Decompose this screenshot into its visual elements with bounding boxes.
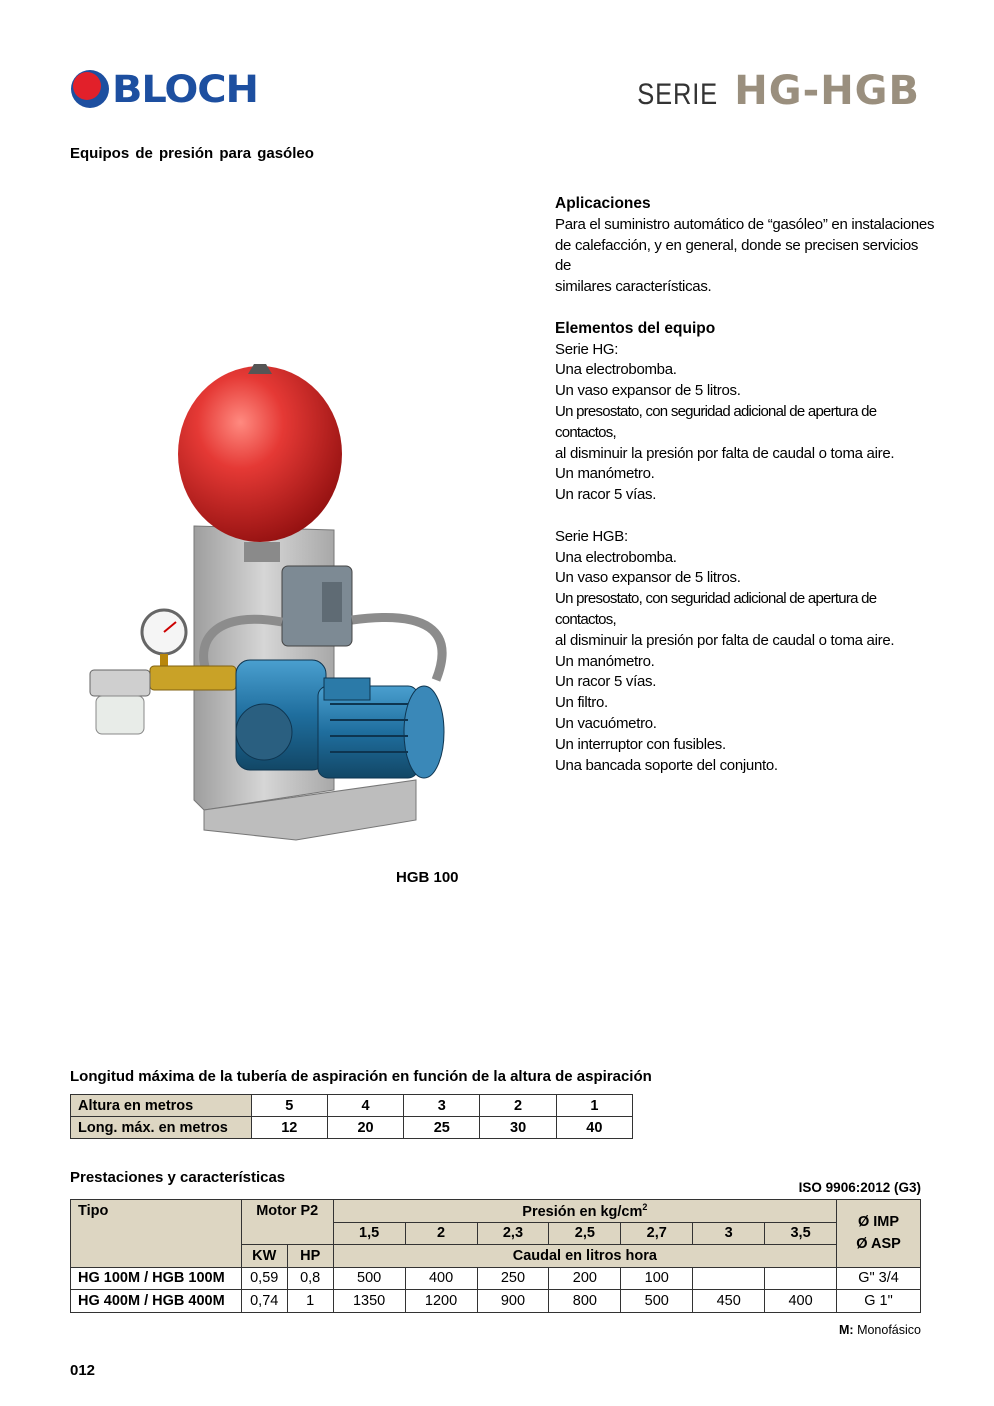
flow-value: 500 bbox=[333, 1267, 405, 1290]
header-connections bbox=[837, 1200, 921, 1268]
header-hp: HP bbox=[287, 1245, 333, 1268]
connection-value: G" 3/4 bbox=[837, 1267, 921, 1290]
flow-value: 250 bbox=[477, 1267, 549, 1290]
hg-item: al disminuir la presión por falta de caudal o toma aire. bbox=[555, 444, 895, 462]
pressure-value: 2,3 bbox=[477, 1222, 549, 1245]
hgb-item: Un filtro. bbox=[555, 694, 608, 712]
header-presion bbox=[333, 1200, 836, 1223]
hgb-item: Una bancada soporte del conjunto. bbox=[555, 756, 778, 774]
hgb-item: Un interruptor con fusibles. bbox=[555, 735, 726, 753]
header-presion-sup: 2 bbox=[642, 1201, 648, 1212]
model-name: HG 100M / HGB 100M bbox=[71, 1267, 242, 1290]
kw-value: 0,74 bbox=[241, 1290, 287, 1313]
hgb-item: Un racor 5 vías. bbox=[555, 673, 657, 691]
hg-item: Un racor 5 vías. bbox=[555, 486, 657, 504]
hgb-item: Un vacuómetro. bbox=[555, 714, 657, 732]
table-header-row bbox=[71, 1200, 921, 1223]
table-cell: 40 bbox=[556, 1117, 632, 1139]
serie-hg-heading: Serie HG: bbox=[555, 340, 619, 358]
flow-value: 500 bbox=[621, 1290, 693, 1313]
pressure-value: 3,5 bbox=[765, 1222, 837, 1245]
suction-table bbox=[70, 1094, 633, 1139]
table-cell: 12 bbox=[251, 1117, 327, 1139]
logo-icon bbox=[70, 69, 110, 109]
product-photo bbox=[86, 360, 458, 850]
aplicaciones-line: de calefacción, y en general, donde se precisen servicios de bbox=[555, 236, 919, 275]
hg-item: Una electrobomba. bbox=[555, 361, 677, 379]
header-kw: KW bbox=[241, 1245, 287, 1268]
hgb-item: Un presostato, con seguridad adicional de apertura de contactos, bbox=[555, 590, 877, 628]
flow-value: 800 bbox=[549, 1290, 621, 1313]
flow-value: 900 bbox=[477, 1290, 549, 1313]
photo-caption: HGB 100 bbox=[396, 869, 459, 886]
flow-value bbox=[765, 1267, 837, 1290]
hg-item: Un presostato, con seguridad adicional de apertura de contactos, bbox=[555, 402, 877, 441]
row-label: Altura en metros bbox=[71, 1095, 252, 1117]
description-column bbox=[555, 194, 935, 776]
header-asp: Ø ASP bbox=[856, 1236, 901, 1253]
performance-table-title: Prestaciones y características bbox=[70, 1169, 286, 1186]
table-row bbox=[71, 1290, 921, 1313]
footnote-text: Monofásico bbox=[857, 1323, 921, 1337]
table-row bbox=[71, 1117, 633, 1139]
page-number: 012 bbox=[70, 1362, 96, 1379]
table-cell: 30 bbox=[480, 1117, 556, 1139]
hgb-item: Un vaso expansor de 5 litros. bbox=[555, 569, 741, 587]
elementos-heading: Elementos del equipo bbox=[555, 319, 716, 337]
hgb-item: Una electrobomba. bbox=[555, 548, 677, 566]
header-imp: Ø IMP bbox=[857, 1214, 900, 1231]
suction-table-title: Longitud máxima de la tubería de aspiración en función de la altura de aspiración bbox=[70, 1068, 652, 1085]
aplicaciones-line: similares características. bbox=[555, 278, 712, 296]
model-name: HG 400M / HGB 400M bbox=[71, 1290, 242, 1313]
table-cell: 3 bbox=[404, 1095, 480, 1117]
table-cell: 5 bbox=[251, 1095, 327, 1117]
brand-logo bbox=[70, 66, 258, 112]
flow-value: 400 bbox=[405, 1267, 477, 1290]
footnote bbox=[839, 1323, 921, 1337]
flow-value: 1350 bbox=[333, 1290, 405, 1313]
table-row bbox=[71, 1095, 633, 1117]
flow-value bbox=[693, 1267, 765, 1290]
header-caudal: Caudal en litros hora bbox=[333, 1245, 836, 1268]
performance-table bbox=[70, 1199, 921, 1313]
pressure-value: 2,5 bbox=[549, 1222, 621, 1245]
pressure-value: 3 bbox=[693, 1222, 765, 1245]
page-subtitle: Equipos de presión para gasóleo bbox=[70, 145, 314, 162]
row-label: Long. máx. en metros bbox=[71, 1117, 252, 1139]
table-cell: 25 bbox=[404, 1117, 480, 1139]
header-motor: Motor P2 bbox=[241, 1200, 333, 1245]
hg-item: Un vaso expansor de 5 litros. bbox=[555, 382, 741, 400]
iso-standard: ISO 9906:2012 (G3) bbox=[798, 1180, 921, 1195]
footnote-key: M: bbox=[839, 1323, 854, 1337]
serie-label: SERIE bbox=[637, 78, 719, 111]
table-row bbox=[71, 1267, 921, 1290]
connection-value: G 1" bbox=[837, 1290, 921, 1313]
hp-value: 1 bbox=[287, 1290, 333, 1313]
hg-item: Un manómetro. bbox=[555, 465, 655, 483]
aplicaciones-line: Para el suministro automático de “gasóleo” en instalaciones bbox=[555, 215, 935, 233]
series-title bbox=[623, 68, 920, 114]
serie-code: HG-HGB bbox=[734, 68, 920, 114]
flow-value: 200 bbox=[549, 1267, 621, 1290]
aplicaciones-heading: Aplicaciones bbox=[555, 195, 651, 212]
hgb-item: al disminuir la presión por falta de caudal o toma aire. bbox=[555, 631, 895, 649]
header-presion-label: Presión en kg/cm bbox=[522, 1203, 643, 1220]
kw-value: 0,59 bbox=[241, 1267, 287, 1290]
header-tipo: Tipo bbox=[71, 1200, 242, 1268]
table-cell: 1 bbox=[556, 1095, 632, 1117]
table-cell: 4 bbox=[327, 1095, 403, 1117]
pressure-value: 2,7 bbox=[621, 1222, 693, 1245]
flow-value: 400 bbox=[765, 1290, 837, 1313]
flow-value: 1200 bbox=[405, 1290, 477, 1313]
hp-value: 0,8 bbox=[287, 1267, 333, 1290]
flow-value: 450 bbox=[693, 1290, 765, 1313]
flow-value: 100 bbox=[621, 1267, 693, 1290]
serie-hgb-heading: Serie HGB: bbox=[555, 527, 628, 545]
table-cell: 2 bbox=[480, 1095, 556, 1117]
brand-name: BLOCH bbox=[112, 67, 258, 111]
table-cell: 20 bbox=[327, 1117, 403, 1139]
pressure-value: 1,5 bbox=[333, 1222, 405, 1245]
pressure-value: 2 bbox=[405, 1222, 477, 1245]
hgb-item: Un manómetro. bbox=[555, 652, 655, 670]
